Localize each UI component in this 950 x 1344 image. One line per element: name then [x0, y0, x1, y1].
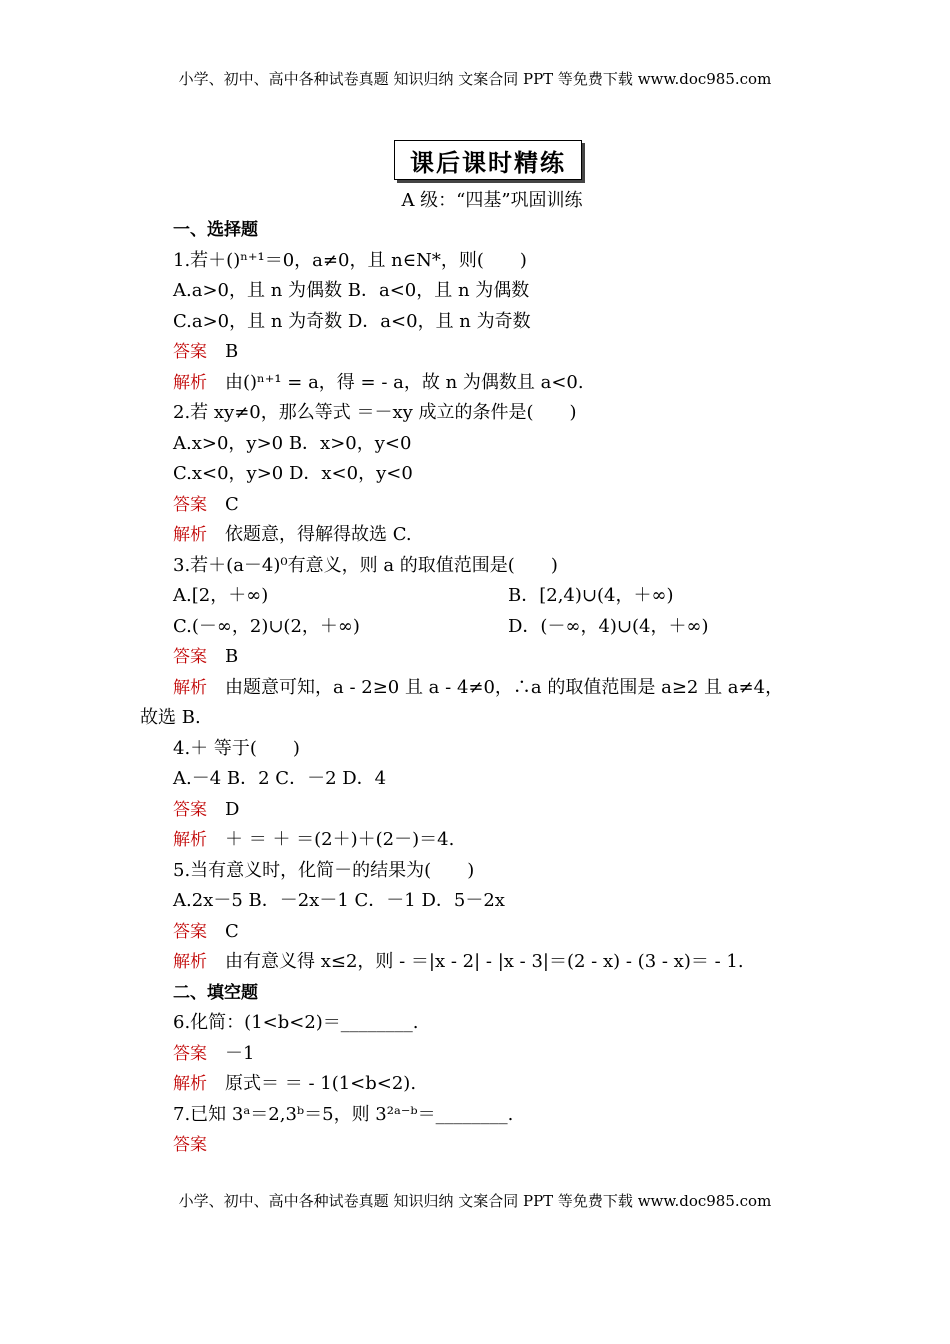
q2-stem: 2.若 xy≠0，那么等式 ＝－xy 成立的条件是( ) [173, 402, 577, 423]
q3-analysis: 解析 由题意可知，a - 2≥0 且 a - 4≠0，∴a 的取值范围是 a≥2 且 a≠4， [173, 676, 784, 698]
analysis-label: 解析 [173, 677, 207, 698]
answer-label: 答案 [173, 494, 207, 515]
q4-options: A.－4 B．2 C．－2 D．4 [173, 768, 387, 789]
q3-options-ab: A.[2，＋∞) B．[2,4)∪(4，＋∞) [173, 585, 674, 606]
q2-analysis: 解析 依题意，得解得故选 C. [173, 524, 412, 545]
q7-stem: 7.已知 3ᵃ＝2,3ᵇ＝5，则 3²ᵃ⁻ᵇ＝________. [173, 1103, 514, 1125]
analysis-label: 解析 [173, 372, 207, 393]
q1-options-ab: A.a>0，且 n 为偶数 B．a<0，且 n 为偶数 [173, 280, 530, 301]
analysis-label: 解析 [173, 952, 207, 972]
answer-label: 答案 [173, 342, 207, 362]
section-heading-choice: 一、选择题 [173, 220, 258, 240]
answer-label: 答案 [173, 1043, 207, 1064]
q3-analysis-cont: 故选 B. [140, 707, 201, 728]
analysis-label: 解析 [173, 1074, 207, 1094]
q1-stem: 1.若＋()ⁿ⁺¹＝0，a≠0，且 n∈N*，则( ) [173, 249, 527, 271]
analysis-label: 解析 [173, 830, 207, 850]
q2-options-cd: C.x<0，y>0 D．x<0，y<0 [173, 463, 413, 484]
answer-label: 答案 [173, 647, 207, 667]
q6-analysis: 解析 原式＝ ＝ - 1(1<b<2). [173, 1073, 417, 1094]
q7-answer [173, 1130, 793, 1161]
q4-stem: 4.＋ 等于( ) [173, 737, 300, 759]
section-title: 课后课时精练 [394, 140, 582, 180]
q5-stem: 5.当有意义时，化简－的结果为( ) [173, 859, 475, 881]
q3-answer: 答案 B [173, 646, 239, 667]
answer-label: 答案 [173, 921, 207, 942]
exercise-content [140, 215, 793, 1161]
page-footer: 小学、初中、高中各种试卷真题 知识归纳 文案合同 PPT 等免费下载 www.doc985.com [178, 1192, 772, 1210]
q5-options: A.2x－5 B．－2x－1 C．－1 D．5－2x [173, 890, 505, 911]
page-header: 小学、初中、高中各种试卷真题 知识归纳 文案合同 PPT 等免费下载 www.doc985.com [178, 70, 772, 88]
level-subtitle: A 级：“四基”巩固训练 [401, 190, 583, 211]
q6-answer: 答案 －1 [173, 1042, 255, 1064]
q3-stem: 3.若＋(a－4)⁰有意义，则 a 的取值范围是( ) [173, 554, 558, 576]
analysis-label: 解析 [173, 525, 207, 545]
answer-label: 答案 [173, 1135, 207, 1155]
q6-stem: 6.化简：(1<b<2)＝________. [173, 1012, 419, 1033]
q5-answer: 答案 C [173, 920, 239, 942]
answer-label: 答案 [173, 799, 207, 820]
q1-analysis: 解析 由()ⁿ⁺¹ = a，得 = - a，故 n 为偶数且 a<0. [173, 371, 584, 393]
q1-answer: 答案 B [173, 341, 239, 362]
q2-options-ab: A.x>0，y>0 B．x>0，y<0 [173, 432, 412, 454]
section-heading-fill: 二、填空题 [173, 982, 258, 1003]
q1-options-cd: C.a>0，且 n 为奇数 D．a<0，且 n 为奇数 [173, 310, 531, 332]
q4-answer: 答案 D [173, 798, 240, 820]
q3-options-cd: C.(－∞，2)∪(2，＋∞) D．(－∞，4)∪(4，＋∞) [173, 615, 709, 637]
q5-analysis: 解析 由有意义得 x≤2，则 - ＝|x - 2| - |x - 3|＝(2 - x) - (3 - x)＝ - 1. [173, 951, 744, 972]
q2-answer: 答案 C [173, 493, 239, 515]
q4-analysis: 解析 ＋ ＝ ＋ ＝(2＋)＋(2－)＝4. [173, 829, 455, 850]
